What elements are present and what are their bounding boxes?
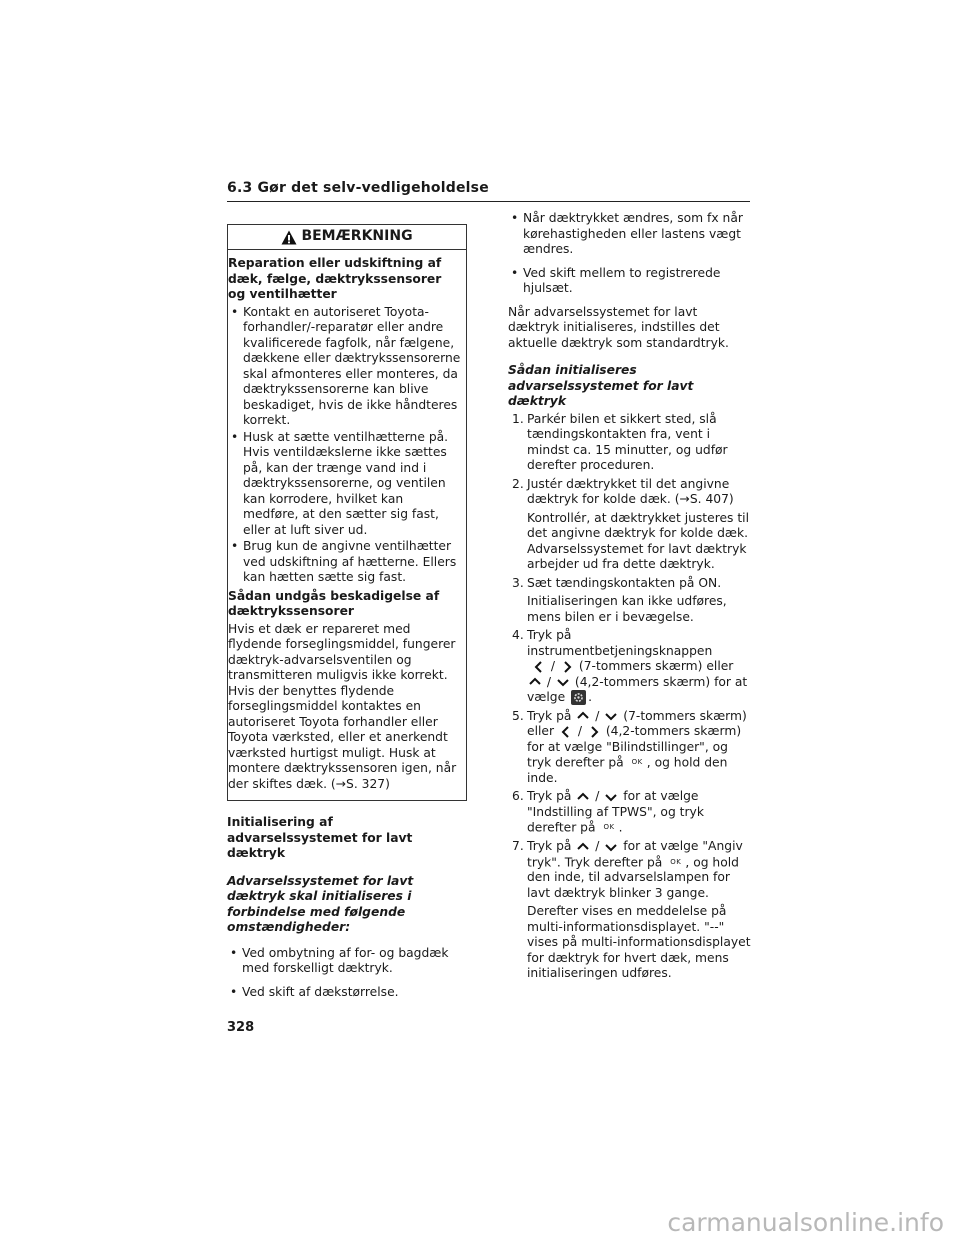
- chevron-up-icon: [577, 791, 589, 803]
- list-item: • Ved ombytning af for- og bagdæk med forskelligt dæktryk.: [227, 946, 467, 977]
- chevron-right-icon: [588, 726, 600, 738]
- step-5: 5. Tryk på / (7-tommers skærm) eller / (4,2-tommers skærm) for at vælge "Bilindstillinger", og tryk derefter på OK , og hold den inde.: [512, 708, 747, 785]
- step-7-note: Derefter vises en meddelelse på multi-informationsdisplayet. "--" vises på multi-informationsdisplayet for dæktryk for hvert dæk, mens initialiseringen udføres.: [527, 904, 751, 981]
- procedure-heading: Sådan initialiseres advarselssystemet for lavt dæktryk: [508, 363, 694, 408]
- header-rule: [227, 201, 750, 202]
- step-3-note: Initialiseringen kan ikke udføres, mens bilen er i bevægelse.: [527, 594, 727, 624]
- page-number: 328: [227, 1020, 255, 1035]
- chevron-down-icon: [557, 676, 569, 688]
- step-2-note: Kontrollér, at dæktrykket justeres til det angivne dæktryk for kolde dæk. Advarselssystemet for lavt dæktryk arbejder ud fra dette dæktryk.: [527, 510, 750, 571]
- list-item: • Ved skift af dækstørrelse.: [227, 985, 467, 1001]
- ok-icon: OK: [631, 758, 643, 766]
- chevron-right-icon: [561, 661, 573, 673]
- chevron-left-icon: [560, 726, 572, 738]
- step-4: 4. Tryk på instrumentbetjeningsknappen / (7-tommers skærm) eller / (4,2-tommers skærm) for at vælge .: [512, 628, 748, 704]
- ok-icon: OK: [670, 857, 682, 866]
- chevron-left-icon: [533, 661, 545, 673]
- chevron-down-icon: [605, 791, 617, 803]
- init-heading: Initialisering af advarselssystemet for lavt dæktryk: [227, 815, 413, 860]
- notice-section-title: Sådan undgås beskadigelse af dæktrykssensorer: [228, 588, 440, 618]
- section-header: [227, 180, 750, 202]
- notice-heading: BEMÆRKNING: [301, 228, 413, 245]
- chevron-up-icon: [577, 710, 589, 722]
- step-3: 3. Sæt tændingskontakten på ON.: [512, 575, 722, 590]
- notice-bullet: • Husk at sætte ventilhætterne på. Hvis ventildækslerne ikke sættes på, kan der trænge vand ind i dæktrykssensorerne, og ventilen kan korrodere, hvilket kan medføre, at den sætter sig fast, eller at luft siver ud.: [228, 430, 462, 539]
- paragraph: Når advarselssystemet for lavt dæktryk initialiseres, indstilles det aktuelle dæktryk som standardtryk.: [508, 304, 729, 350]
- ok-icon: OK: [603, 823, 615, 832]
- warning-icon: [281, 230, 297, 245]
- chevron-down-icon: [605, 841, 617, 853]
- chevron-up-icon: [529, 676, 541, 688]
- step-6: 6. Tryk på / for at vælge "Indstilling af TPWS", og tryk derefter på OK .: [512, 789, 704, 835]
- settings-gear-icon: [571, 690, 586, 705]
- step-2: 2. Justér dæktrykket til det angivne dæktryk for kolde dæk. (→S. 407): [512, 476, 734, 506]
- chevron-down-icon: [605, 710, 617, 722]
- init-subheading: Advarselssystemet for lavt dæktryk skal initialiseres i forbindelse med følgende omstændigheder:: [227, 873, 414, 934]
- notice-header: [228, 225, 466, 250]
- left-column: [227, 224, 467, 1008]
- notice-bullet: • Kontakt en autoriseret Toyota-forhandler/-reparatør eller andre kvalificerede fagfolk, når fælgene, dækkene eller dæktrykssensorerne skal afmonteres eller monteres, da dæktrykssensorerne kan blive beskadiget, hvis de ikke håndteres korrekt.: [228, 305, 462, 429]
- notice-bullet: • Brug kun de angivne ventilhætter ved udskiftning af hætterne. Ellers kan hætten sætte sig fast.: [228, 539, 462, 586]
- right-column: [508, 211, 752, 985]
- notice-box: [227, 224, 467, 801]
- notice-body: [228, 250, 466, 800]
- notice-section-title: Reparation eller udskiftning af dæk, fælge, dæktrykssensorer og ventilhætter: [228, 256, 442, 301]
- list-item: • Ved skift mellem to registrerede hjulsæt.: [508, 266, 752, 297]
- step-1: 1. Parkér bilen et sikkert sted, slå tændingskontakten fra, vent i mindst ca. 15 minutter, og udfør derefter proceduren.: [512, 411, 728, 472]
- watermark: carmanualsonline.info: [667, 1208, 944, 1237]
- section-title: 6.3 Gør det selv-vedligeholdelse: [227, 180, 489, 196]
- notice-paragraph: Hvis et dæk er repareret med flydende forseglingsmiddel, fungerer dæktryk-advarselsventilen og transmitteren muligvis ikke korrekt. Hvis der benyttes flydende forseglingsmiddel kontaktes en autoriseret Toyota forhandler eller Toyota værksted, eller et anerkendt værksted hurtigst muligt. Husk at montere dæktrykssensoren igen, når der skiftes dæk. (→S. 327): [228, 621, 457, 791]
- chevron-up-icon: [577, 841, 589, 853]
- list-item: • Når dæktrykket ændres, som fx når kørehastigheden eller lastens vægt ændres.: [508, 211, 752, 258]
- step-7: 7. Tryk på / for at vælge "Angiv tryk". Tryk derefter på OK , og hold den inde, til advarselslampen for lavt dæktryk blinker 3 gange.: [512, 839, 743, 900]
